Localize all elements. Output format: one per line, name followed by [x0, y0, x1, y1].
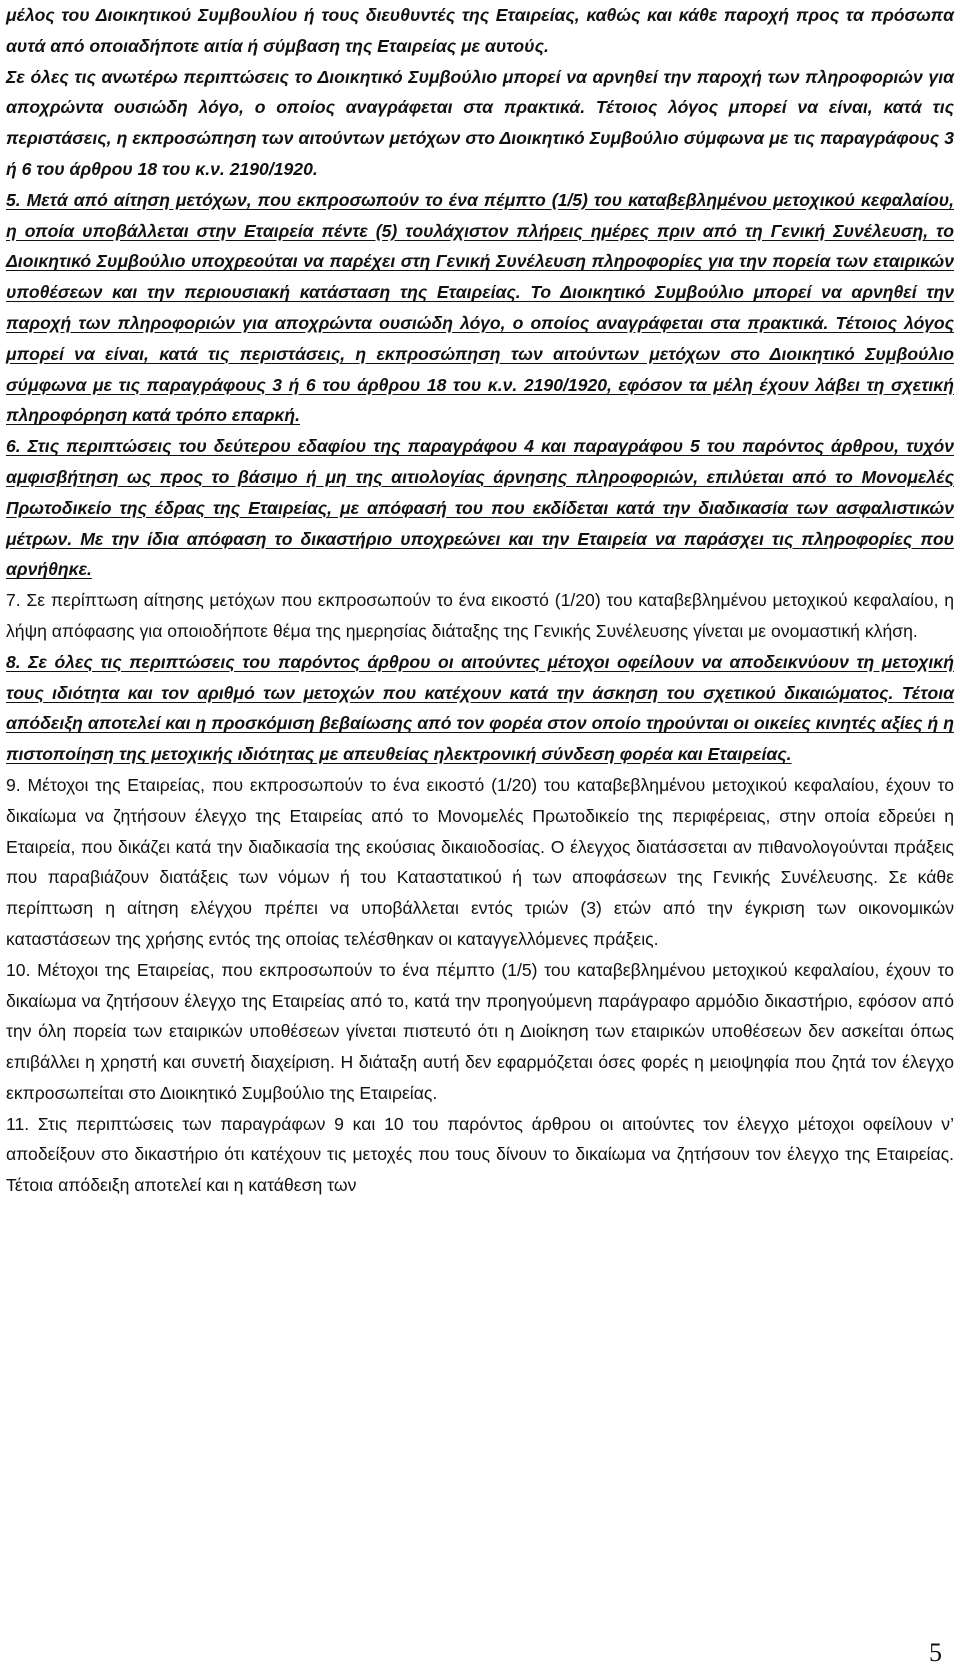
paragraph-7: 7. Σε περίπτωση αίτησης μετόχων που εκπροσωπούν το ένα εικοστό (1/20) του καταβεβλημένου μετοχικού κεφαλαίου, η λήψη απόφασης για οποιοδήποτε θέμα της ημερησίας διάταξης της Γενικής Συνέλευσης γίνεται με ονομαστική κλήση.	[6, 590, 954, 641]
paragraph-10: 10. Μέτοχοι της Εταιρείας, που εκπροσωπούν το ένα πέμπτο (1/5) του καταβεβλημένου μετοχικού κεφαλαίου, έχουν το δικαίωμα να ζητήσουν έλεγχο της Εταιρείας από το, κατά την προηγούμενη παράγραφο αρμόδιο δικαστήριο, εφόσον από την όλη πορεία των εταιρικών υποθέσεων γίνεται πιστευτό ότι η Διοίκηση των εταιρικών υποθέσεων δεν ασκείται όπως επιβάλλει η χρηστή και συνετή διαχείριση. Η διάταξη αυτή δεν εφαρμόζεται όσες φορές η μειοψηφία που ζητά τον έλεγχο εκπροσωπείται στο Διοικητικό Συμβούλιο της Εταιρείας.	[6, 959, 954, 1103]
paragraph-5: 5. Μετά από αίτηση μετόχων, που εκπροσωπούν το ένα πέμπτο (1/5) του καταβεβλημένου μετοχικού κεφαλαίου, η οποία υποβάλλεται στην Εταιρεία πέντε (5) τουλάχιστον πλήρεις ημέρες πριν από τη Γενική Συνέλευση, το Διοικητικό Συμβούλιο υποχρεούται να παρέχει στη Γενική Συνέλευση πληροφορίες για την πορεία των εταιρικών υποθέσεων και την περιουσιακή κατάσταση της Εταιρείας. Το Διοικητικό Συμβούλιο μπορεί να αρνηθεί την παροχή των πληροφοριών για αποχρώντα ουσιώδη λόγο, ο οποίος αναγράφεται στα πρακτικά. Τέτοιος λόγος μπορεί να είναι, κατά τις περιστάσεις, η εκπροσώπηση των αιτούντων μετόχων στο Διοικητικό Συμβούλιο σύμφωνα με τις παραγράφους 3 ή 6 του άρθρου 18 του κ.ν. 2190/1920, εφόσον τα μέλη έχουν λάβει τη σχετική πληροφόρηση κατά τρόπο επαρκή.	[6, 189, 954, 426]
paragraph-6: 6. Στις περιπτώσεις του δεύτερου εδαφίου της παραγράφου 4 και παραγράφου 5 του παρόντος άρθρου, τυχόν αμφισβήτηση ως προς το βάσιμο ή μη της αιτιολογίας άρνησης πληροφοριών, επιλύεται από το Μονομελές Πρωτοδικείο της έδρας της Εταιρείας, με απόφασή του που εκδίδεται κατά την διαδικασία των ασφαλιστικών μέτρων. Με την ίδια απόφαση το δικαστήριο υποχρεώνει και την Εταιρεία να παράσχει τις πληροφορίες που αρνήθηκε.	[6, 436, 954, 580]
page-number: 5	[929, 1638, 942, 1667]
paragraph-9: 9. Μέτοχοι της Εταιρείας, που εκπροσωπούν το ένα εικοστό (1/20) του καταβεβλημένου μετοχικού κεφαλαίου, έχουν το δικαίωμα να ζητήσουν έλεγχο της Εταιρείας από το Μονομελές Πρωτοδικείο της περιφέρειας, στην οποία εδρεύει η Εταιρεία, που δικάζει κατά την διαδικασία της εκούσιας δικαιοδοσίας. Ο έλεγχος διατάσσεται αν πιθανολογούνται πράξεις που παραβιάζουν διατάξεις των νόμων ή του Καταστατικού ή των αποφάσεων της Γενικής Συνέλευσης. Σε κάθε περίπτωση η αίτηση ελέγχου πρέπει να υποβάλλεται εντός τριών (3) ετών από την έγκριση των οικονομικών καταστάσεων της χρήσης εντός της οποίας τελέσθηκαν οι καταγγελλόμενες πράξεις.	[6, 774, 954, 949]
paragraph-11: 11. Στις περιπτώσεις των παραγράφων 9 και 10 του παρόντος άρθρου οι αιτούντες τον έλεγχο μέτοχοι οφείλουν ν’ αποδείξουν στο δικαστήριο ότι κατέχουν τις μετοχές που τους δίνουν το δικαίωμα να ζητήσουν τον έλεγχο της Εταιρείας. Τέτοια απόδειξη αποτελεί και η κατάθεση των	[6, 1113, 954, 1196]
document-body	[6, 0, 954, 1201]
paragraph-refusal-reason: Σε όλες τις ανωτέρω περιπτώσεις το Διοικητικό Συμβούλιο μπορεί να αρνηθεί την παροχή των πληροφοριών για αποχρώντα ουσιώδη λόγο, ο οποίος αναγράφεται στα πρακτικά. Τέτοιος λόγος μπορεί να είναι, κατά τις περιστάσεις, η εκπροσώπηση των αιτούντων μετόχων στο Διοικητικό Συμβούλιο σύμφωνα με τις παραγράφους 3 ή 6 του άρθρου 18 του κ.ν. 2190/1920.	[6, 66, 954, 179]
paragraph-board-members: μέλος του Διοικητικού Συμβουλίου ή τους διευθυντές της Εταιρείας, καθώς και κάθε παροχή προς τα πρόσωπα αυτά από οποιαδήποτε αιτία ή σύμβαση της Εταιρείας με αυτούς.	[6, 5, 954, 56]
paragraph-8: 8. Σε όλες τις περιπτώσεις του παρόντος άρθρου οι αιτούντες μέτοχοι οφείλουν να αποδεικνύουν τη μετοχική τους ιδιότητα και τον αριθμό των μετοχών που κατέχουν κατά την άσκηση του σχετικού δικαιώματος. Τέτοια απόδειξη αποτελεί και η προσκόμιση βεβαίωσης από τον φορέα στον οποίο τηρούνται οι οικείες κινητές αξίες ή η πιστοποίηση της μετοχικής ιδιότητας με απευθείας ηλεκτρονική σύνδεση φορέα και Εταιρείας.	[6, 651, 954, 765]
